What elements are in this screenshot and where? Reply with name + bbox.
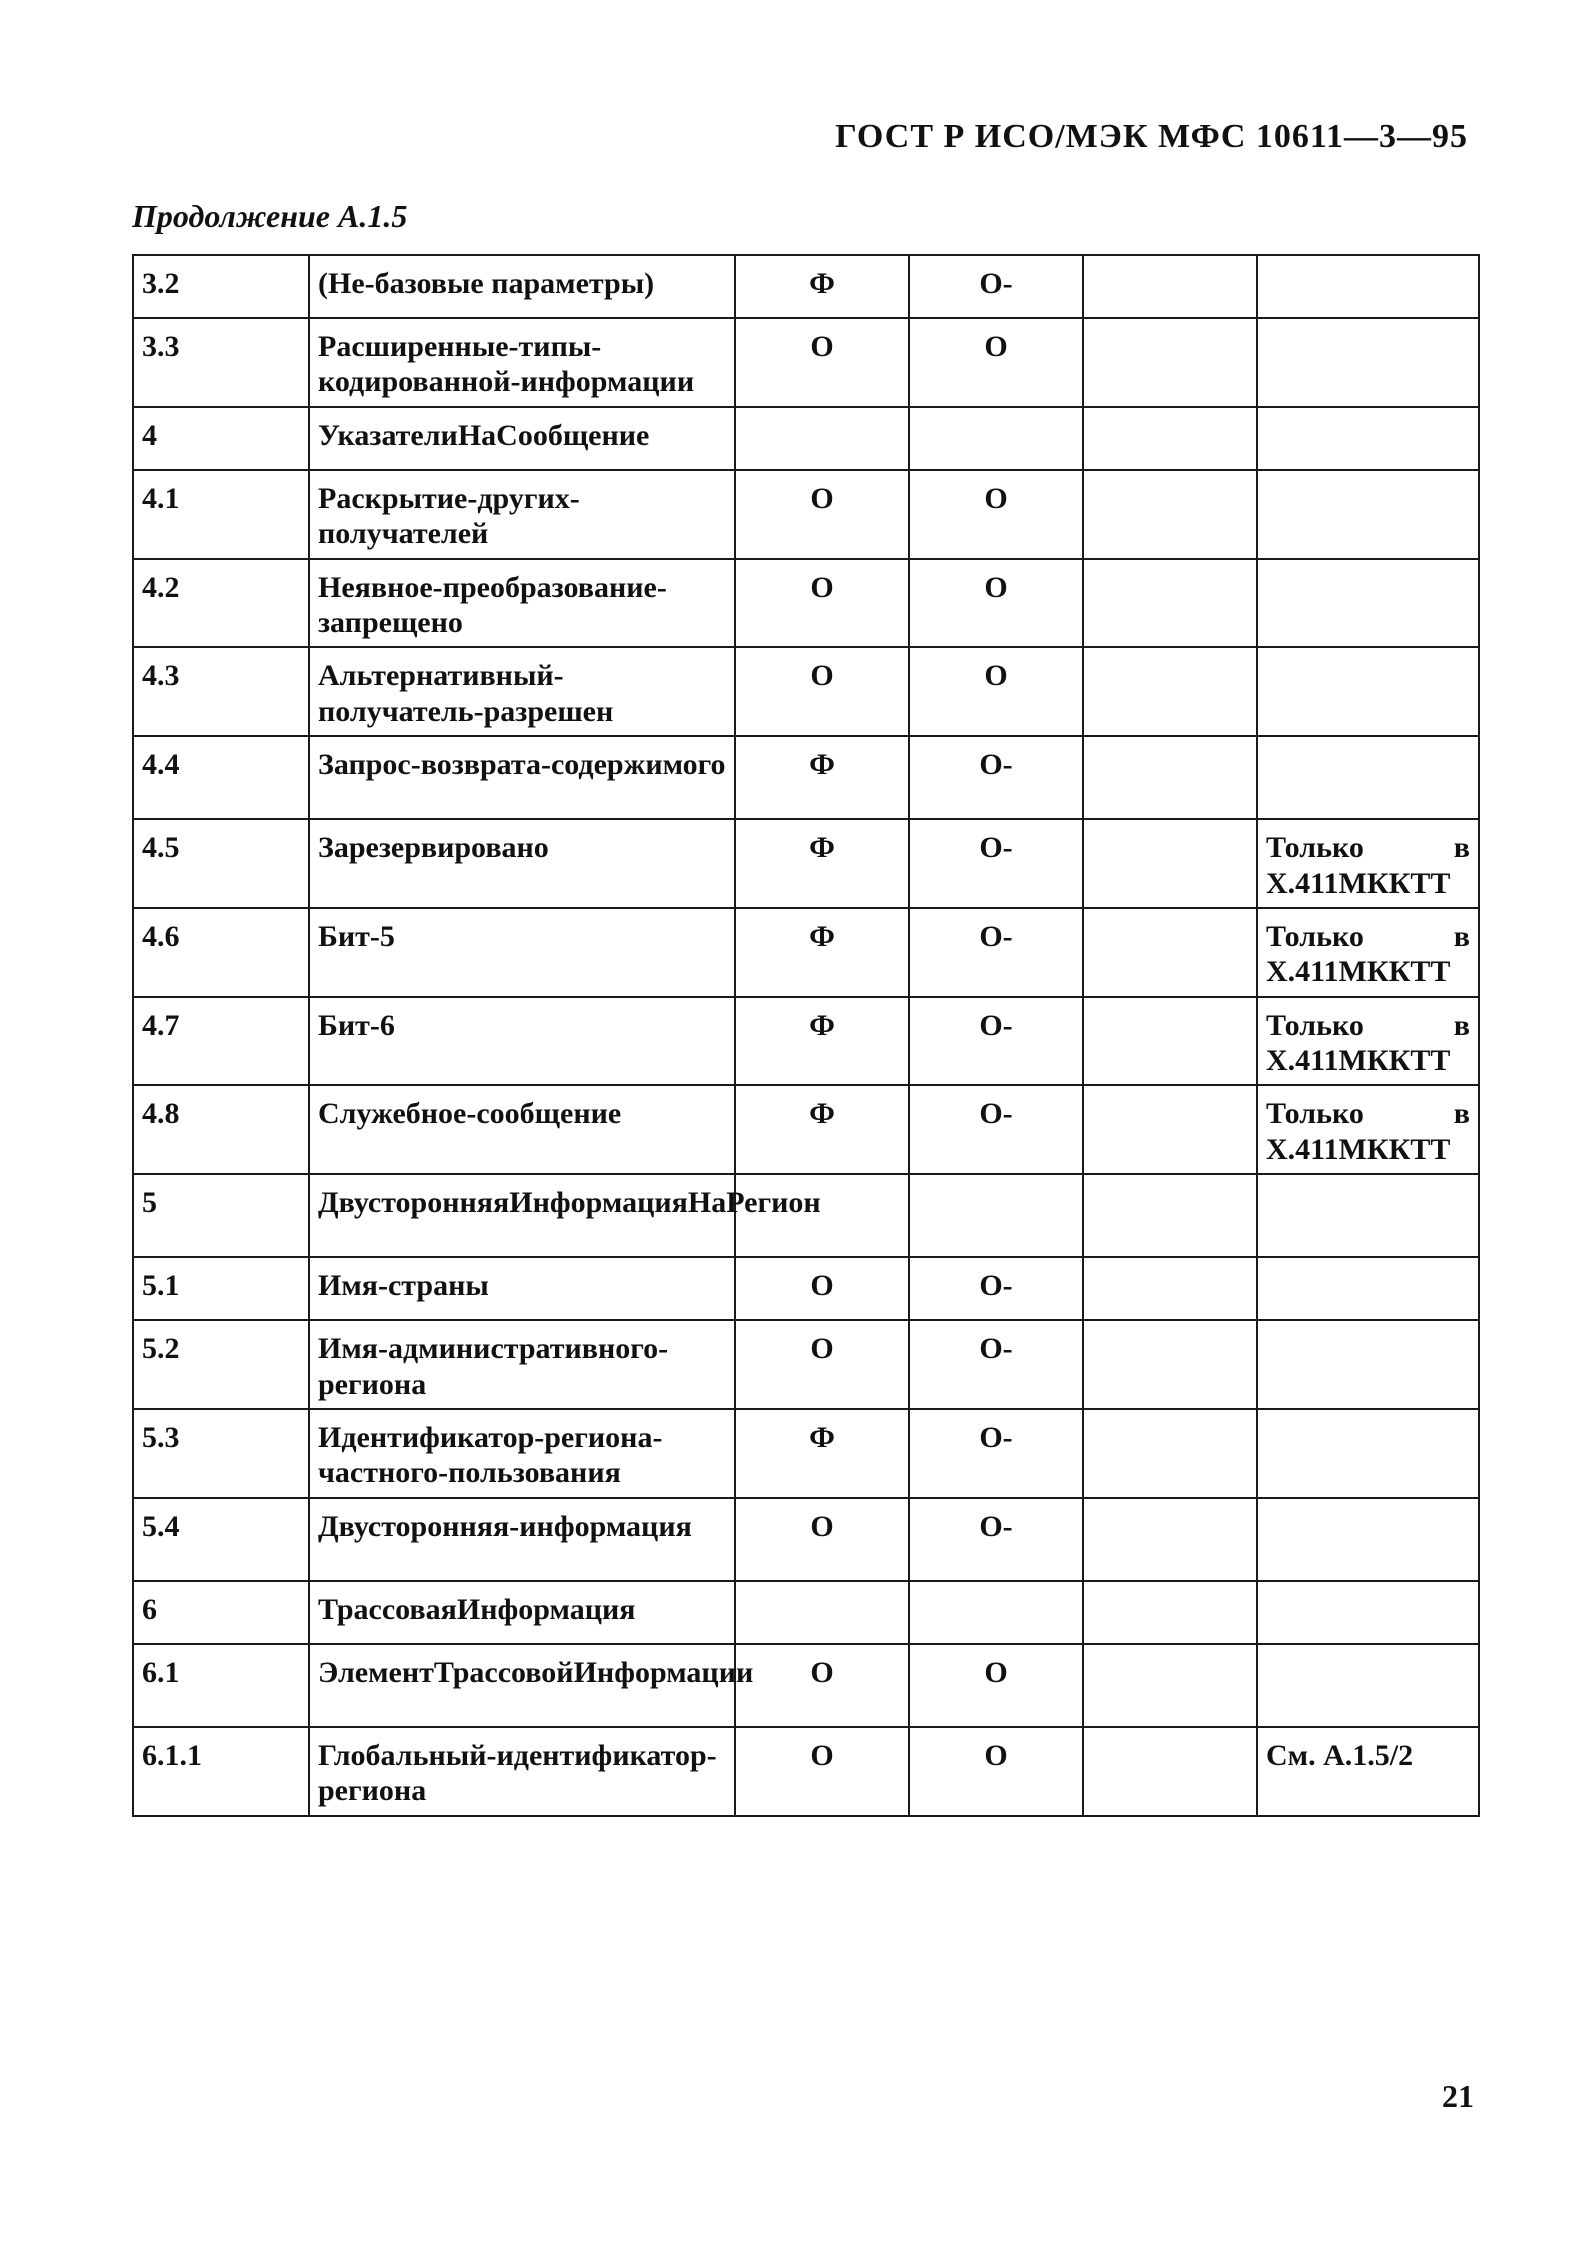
- item-number-cell: 4.4: [133, 736, 309, 819]
- requirement-cell: О: [909, 318, 1083, 407]
- note-cell: [1257, 1644, 1479, 1727]
- table-row: [133, 1727, 1479, 1816]
- requirement-cell: [909, 407, 1083, 470]
- table-row: [133, 1644, 1479, 1727]
- parameter-name-cell: Глобальный-идентификатор-региона: [309, 1727, 735, 1816]
- note-cell: [1257, 1727, 1479, 1816]
- extra-cell: [1083, 1581, 1257, 1644]
- support-status-cell: Ф: [735, 736, 909, 819]
- table-row: [133, 255, 1479, 318]
- note-cell: [1257, 736, 1479, 819]
- requirement-cell: О: [909, 647, 1083, 736]
- note-cell: [1257, 1409, 1479, 1498]
- table-row: [133, 407, 1479, 470]
- extra-cell: [1083, 559, 1257, 648]
- parameter-name-cell: Зарезервировано: [309, 819, 735, 908]
- parameter-name-cell: ЭлементТрассовойИнформации: [309, 1644, 735, 1727]
- note-cell: [1257, 470, 1479, 559]
- extra-cell: [1083, 1174, 1257, 1257]
- table-row: [133, 559, 1479, 648]
- table-row: [133, 1174, 1479, 1257]
- note-cell: [1257, 559, 1479, 648]
- table-body: [133, 255, 1479, 1816]
- continuation-label: Продолжение А.1.5: [132, 198, 408, 234]
- note-word: Только: [1266, 831, 1364, 865]
- note-cell: [1257, 318, 1479, 407]
- note-preposition: в: [1453, 919, 1470, 953]
- table-row: [133, 908, 1479, 997]
- requirement-cell: О: [909, 1727, 1083, 1816]
- support-status-cell: О: [735, 647, 909, 736]
- table-row: [133, 1085, 1479, 1174]
- extra-cell: [1083, 1257, 1257, 1320]
- note-cell: [1257, 908, 1479, 997]
- item-number-cell: 4: [133, 407, 309, 470]
- support-status-cell: О: [735, 559, 909, 648]
- extra-cell: [1083, 1320, 1257, 1409]
- note-cell: [1257, 819, 1479, 908]
- item-number-cell: 5.4: [133, 1498, 309, 1581]
- parameter-name-cell: Бит-5: [309, 908, 735, 997]
- document-header: ГОСТ Р ИСО/МЭК МФС 10611—3—95: [835, 118, 1468, 155]
- note-reference: X.411МККТТ: [1266, 1132, 1451, 1166]
- support-status-cell: [735, 407, 909, 470]
- requirement-cell: О-: [909, 1409, 1083, 1498]
- note-cell: [1257, 1320, 1479, 1409]
- note-preposition: в: [1453, 1008, 1470, 1042]
- requirement-cell: О-: [909, 1085, 1083, 1174]
- note-line: [1266, 1008, 1470, 1043]
- extra-cell: [1083, 908, 1257, 997]
- table-row: [133, 647, 1479, 736]
- support-status-cell: О: [735, 318, 909, 407]
- parameter-name-cell: Неявное-преобразование-запрещено: [309, 559, 735, 648]
- parameter-name-cell: Запрос-возврата-содержимого: [309, 736, 735, 819]
- extra-cell: [1083, 736, 1257, 819]
- requirement-cell: О: [909, 1644, 1083, 1727]
- extra-cell: [1083, 1085, 1257, 1174]
- support-status-cell: О: [735, 1727, 909, 1816]
- parameter-name-cell: Имя-административного-региона: [309, 1320, 735, 1409]
- item-number-cell: 4.3: [133, 647, 309, 736]
- extra-cell: [1083, 1644, 1257, 1727]
- extra-cell: [1083, 819, 1257, 908]
- support-status-cell: [735, 1581, 909, 1644]
- item-number-cell: 4.8: [133, 1085, 309, 1174]
- note-cell: [1257, 1581, 1479, 1644]
- requirement-cell: О-: [909, 736, 1083, 819]
- requirement-cell: [909, 1581, 1083, 1644]
- item-number-cell: 5.1: [133, 1257, 309, 1320]
- support-status-cell: Ф: [735, 1085, 909, 1174]
- table-row: [133, 997, 1479, 1086]
- note-cell: [1257, 1257, 1479, 1320]
- item-number-cell: 4.7: [133, 997, 309, 1086]
- item-number-cell: 3.3: [133, 318, 309, 407]
- note-cell: [1257, 407, 1479, 470]
- item-number-cell: 5: [133, 1174, 309, 1257]
- requirement-cell: [909, 1174, 1083, 1257]
- parameter-name-cell: Идентификатор-региона-частного-пользования: [309, 1409, 735, 1498]
- note-cell: [1257, 997, 1479, 1086]
- item-number-cell: 6.1: [133, 1644, 309, 1727]
- parameter-name-cell: Двусторонняя-информация: [309, 1498, 735, 1581]
- extra-cell: [1083, 255, 1257, 318]
- note-line: [1266, 1096, 1470, 1131]
- extra-cell: [1083, 647, 1257, 736]
- extra-cell: [1083, 997, 1257, 1086]
- extra-cell: [1083, 470, 1257, 559]
- support-status-cell: О: [735, 1320, 909, 1409]
- note-preposition: в: [1453, 831, 1470, 865]
- item-number-cell: 3.2: [133, 255, 309, 318]
- support-status-cell: О: [735, 1644, 909, 1727]
- support-status-cell: Ф: [735, 1409, 909, 1498]
- note-cell: [1257, 1085, 1479, 1174]
- requirement-cell: О-: [909, 908, 1083, 997]
- requirement-cell: О: [909, 559, 1083, 648]
- requirement-cell: О-: [909, 1257, 1083, 1320]
- parameter-name-cell: Бит-6: [309, 997, 735, 1086]
- note-cell: [1257, 1498, 1479, 1581]
- parameter-name-cell: УказателиНаСообщение: [309, 407, 735, 470]
- page-number: 21: [1442, 2078, 1474, 2114]
- parameter-name-cell: (Не-базовые параметры): [309, 255, 735, 318]
- requirement-cell: О-: [909, 1498, 1083, 1581]
- note-word: Только: [1266, 1097, 1364, 1131]
- table-row: [133, 1498, 1479, 1581]
- note-word: См. А.1.5/2: [1266, 1738, 1414, 1772]
- note-preposition: в: [1453, 1097, 1470, 1131]
- note-cell: [1257, 1174, 1479, 1257]
- support-status-cell: Ф: [735, 997, 909, 1086]
- specification-table: [132, 254, 1480, 1817]
- table-row: [133, 470, 1479, 559]
- item-number-cell: 4.1: [133, 470, 309, 559]
- note-word: Только: [1266, 1008, 1364, 1042]
- parameter-name-cell: Альтернативный-получатель-разрешен: [309, 647, 735, 736]
- extra-cell: [1083, 1409, 1257, 1498]
- note-word: Только: [1266, 919, 1364, 953]
- support-status-cell: О: [735, 1498, 909, 1581]
- item-number-cell: 5.3: [133, 1409, 309, 1498]
- note-reference: X.411МККТТ: [1266, 1044, 1451, 1078]
- parameter-name-cell: Служебное-сообщение: [309, 1085, 735, 1174]
- requirement-cell: О-: [909, 997, 1083, 1086]
- table-row: [133, 1320, 1479, 1409]
- note-reference: X.411МККТТ: [1266, 955, 1451, 989]
- item-number-cell: 4.5: [133, 819, 309, 908]
- requirement-cell: О: [909, 470, 1083, 559]
- extra-cell: [1083, 407, 1257, 470]
- table-row: [133, 1581, 1479, 1644]
- support-status-cell: Ф: [735, 908, 909, 997]
- note-reference: X.411МККТТ: [1266, 866, 1451, 900]
- support-status-cell: О: [735, 1257, 909, 1320]
- item-number-cell: 6: [133, 1581, 309, 1644]
- requirement-cell: О-: [909, 255, 1083, 318]
- item-number-cell: 5.2: [133, 1320, 309, 1409]
- parameter-name-cell: Имя-страны: [309, 1257, 735, 1320]
- support-status-cell: О: [735, 470, 909, 559]
- note-line: [1266, 1738, 1470, 1773]
- requirement-cell: О-: [909, 1320, 1083, 1409]
- note-cell: [1257, 647, 1479, 736]
- item-number-cell: 4.6: [133, 908, 309, 997]
- item-number-cell: 4.2: [133, 559, 309, 648]
- table-row: [133, 318, 1479, 407]
- extra-cell: [1083, 1727, 1257, 1816]
- support-status-cell: Ф: [735, 255, 909, 318]
- parameter-name-cell: ДвусторонняяИнформацияНаРегион: [309, 1174, 735, 1257]
- support-status-cell: Ф: [735, 819, 909, 908]
- note-cell: [1257, 255, 1479, 318]
- table-row: [133, 819, 1479, 908]
- table-row: [133, 1257, 1479, 1320]
- parameter-name-cell: Расширенные-типы-кодированной-информации: [309, 318, 735, 407]
- note-line: [1266, 919, 1470, 954]
- requirement-cell: О-: [909, 819, 1083, 908]
- parameter-name-cell: ТрассоваяИнформация: [309, 1581, 735, 1644]
- extra-cell: [1083, 318, 1257, 407]
- table-row: [133, 736, 1479, 819]
- table-row: [133, 1409, 1479, 1498]
- item-number-cell: 6.1.1: [133, 1727, 309, 1816]
- parameter-name-cell: Раскрытие-других-получателей: [309, 470, 735, 559]
- extra-cell: [1083, 1498, 1257, 1581]
- note-line: [1266, 830, 1470, 865]
